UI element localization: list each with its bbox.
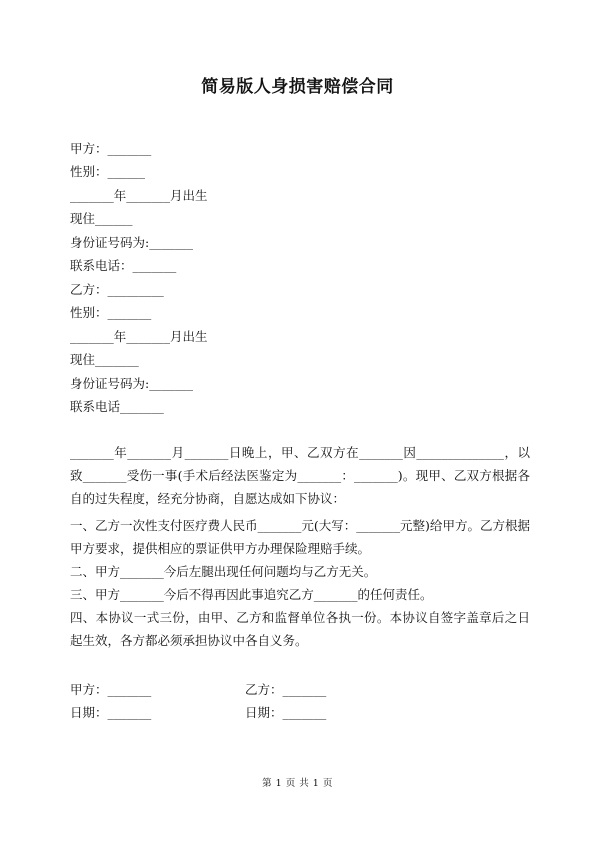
party-b-id-number: 身份证号码为:_______ <box>70 376 193 391</box>
party-a-address: 现住______ <box>70 211 133 226</box>
clause-2: 二、甲方_______今后左腿出现任何问题均与乙方无关。 <box>70 564 377 579</box>
party-b-name: 乙方：_________ <box>70 282 164 297</box>
page-footer: 第 1 页 共 1 页 <box>262 778 333 789</box>
signature-party-b: 乙方：_______ <box>245 682 327 697</box>
party-b-gender: 性别：_______ <box>70 305 152 320</box>
signature-party-b-date: 日期：_______ <box>245 705 327 720</box>
signature-party-a: 甲方：_______ <box>70 682 152 697</box>
party-b-address: 现住_______ <box>70 352 139 367</box>
party-a-id-number: 身份证号码为:_______ <box>70 235 193 250</box>
party-a-gender: 性别：______ <box>70 164 146 179</box>
signature-party-a-date: 日期：_______ <box>70 705 152 720</box>
party-b-birth: _______年_______月出生 <box>70 329 208 344</box>
party-a-phone: 联系电话：_______ <box>70 258 177 273</box>
clause-3: 三、甲方_______今后不得再因此事追究乙方_______的任何责任。 <box>70 587 433 602</box>
party-b-phone: 联系电话_______ <box>70 399 164 414</box>
document-title: 简易版人身损害赔偿合同 <box>201 77 394 97</box>
party-a-name: 甲方：_______ <box>70 141 152 156</box>
clause-1: 一、乙方一次性支付医疗费人民币_______元(大写：_______元整)给甲方。乙方根据甲方要求，提供相应的票证供甲方办理保险理赔手续。 <box>70 518 530 556</box>
intro-paragraph: _______年_______月_______日晚上，甲、乙双方在_______因______________，以致_______受伤一事(手术后经法医鉴定为_______：_______)。现甲、乙双方根据各自的过失程度，经充分协商，自愿达成如下协议： <box>70 445 530 506</box>
clause-4: 四、本协议一式三份，由甲、乙方和监督单位各执一份。本协议自签字盖章后之日起生效，各方都必须承担协议中各自义务。 <box>70 610 530 648</box>
party-a-birth: _______年_______月出生 <box>70 188 208 203</box>
